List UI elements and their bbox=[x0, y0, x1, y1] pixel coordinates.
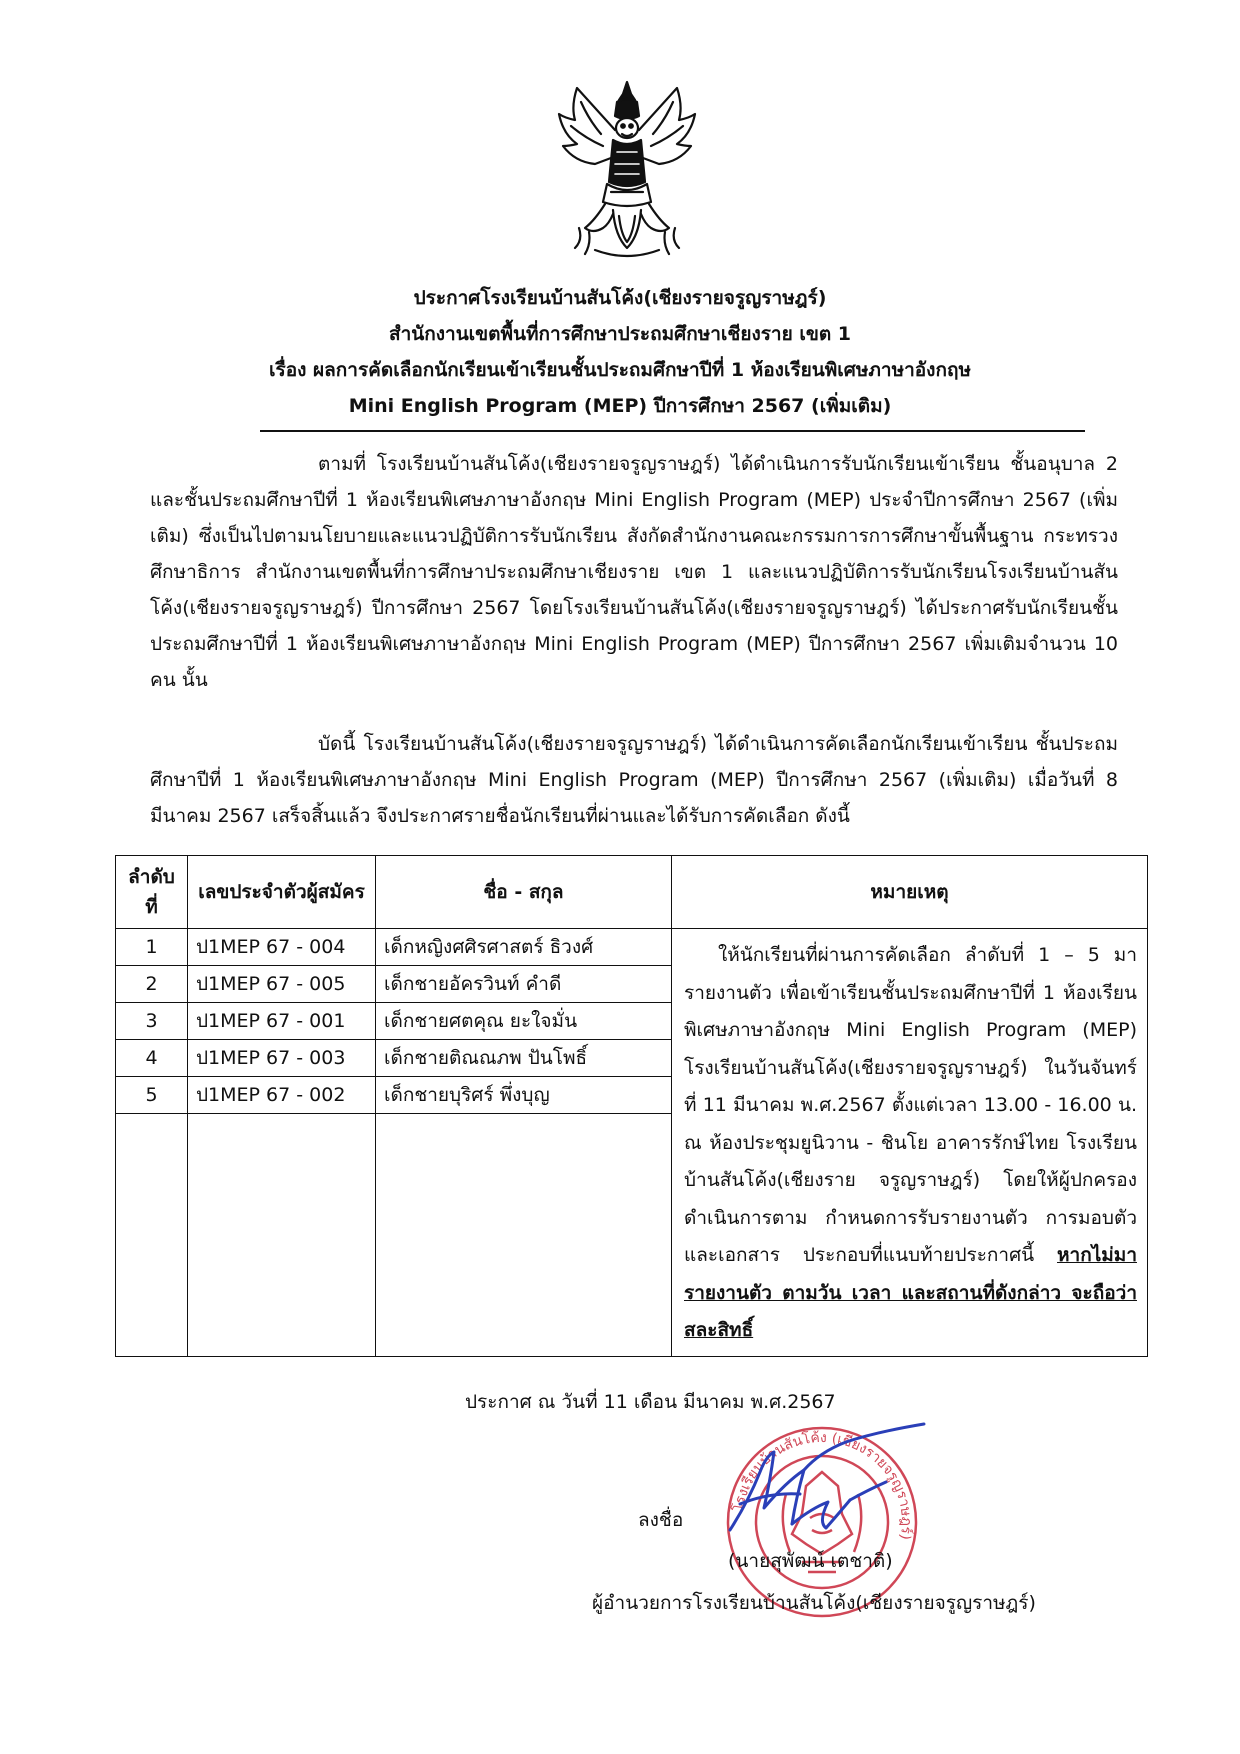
body-paragraph-1-text: ตามที่ โรงเรียนบ้านสันโค้ง(เชียงรายจรูญราษฎร์) ได้ดำเนินการรับนักเรียนเข้าเรียน ชั้นอนุบาล 2 และชั้นประถมศึกษาปีที่ 1 ห้องเรียนพิเศษภาษาอังกฤษ Mini English Program (MEP) ประจำปีการศึกษา 2567 (เพิ่มเติม) ซึ่งเป็นไปตามนโยบายและแนวปฏิบัติการรับนักเรียน สังกัดสำนักงานคณะกรรมการการศึกษาขั้นพื้นฐาน กระทรวงศึกษาธิการ สำนักงานเขตพื้นที่การศึกษาประถมศึกษาเชียงราย เขต 1 และแนวปฏิบัติการรับนักเรียนโรงเรียนบ้านสันโค้ง(เชียงรายจรูญราษฎร์) ปีการศึกษา 2567 โดยโรงเรียนบ้านสันโค้ง(เชียงรายจรูญราษฎร์) ได้ประกาศรับนักเรียนชั้นประถมศึกษาปีที่ 1 ห้องเรียนพิเศษภาษาอังกฤษ Mini English Program (MEP) ปีการศึกษา 2567 เพิ่มเติมจำนวน 10 คน นั้น bbox=[150, 453, 1118, 691]
cell-name: เด็กชายบุริศร์ พึ่งบุญ bbox=[376, 1077, 672, 1114]
cell-no: 1 bbox=[116, 929, 188, 966]
remark-text: ให้นักเรียนที่ผ่านการคัดเลือก ลำดับที่ 1 – 5 มารายงานตัว เพื่อเข้าเรียนชั้นประถมศึกษาปีที่ 1 ห้องเรียนพิเศษภาษาอังกฤษ Mini English Program (MEP) โรงเรียนบ้านสันโค้ง(เชียงรายจรูญราษฎร์) ในวันจันทร์ ที่ 11 มีนาคม พ.ศ.2567 ตั้งแต่เวลา 13.00 - 16.00 น. ณ ห้องประชุมยูนิวาน - ชินโย อาคารรักษ์ไทย โรงเรียนบ้านสันโค้ง(เชียงราย จรูญราษฎร์) โดยให้ผู้ปกครองดำเนินการตาม กำหนดการรับรายงานตัว การมอบตัว และเอกสาร ประกอบที่แนบท้ายประกาศนี้ bbox=[684, 944, 1137, 1266]
signer-name: (นายสุพัฒน์ เตชาติ) bbox=[728, 1550, 893, 1572]
heading-office: สำนักงานเขตพื้นที่การศึกษาประถมศึกษาเชียงราย เขต 1 bbox=[388, 323, 852, 345]
cell-name: เด็กหญิงศศิรศาสตร์ ธิวงศ์ bbox=[376, 929, 672, 966]
sign-label: ลงชื่อ bbox=[638, 1509, 684, 1531]
body-paragraph-2 bbox=[150, 726, 1118, 834]
garuda-emblem-icon bbox=[555, 78, 700, 263]
table-header-row bbox=[116, 856, 1148, 929]
remark-emphasis: หากไม่มารายงานตัว ตามวัน เวลา และสถานที่ดังกล่าว จะถือว่าสละสิทธิ์ bbox=[684, 1244, 1137, 1341]
heading-program: Mini English Program (MEP) ปีการศึกษา 2567 (เพิ่มเติม) bbox=[348, 395, 892, 417]
cell-no: 3 bbox=[116, 1003, 188, 1040]
cell-no: 5 bbox=[116, 1077, 188, 1114]
cell-applicant-id: ป1MEP 67 - 002 bbox=[188, 1077, 376, 1114]
cell-applicant-id: ป1MEP 67 - 001 bbox=[188, 1003, 376, 1040]
table-row bbox=[116, 929, 1148, 966]
cell-remark bbox=[672, 929, 1148, 1357]
cell-empty bbox=[188, 1114, 376, 1357]
seal-text: โรงเรียนบ้านสันโค้ง (เชียงรายจรูญราษฎร์) bbox=[730, 1429, 915, 1541]
signer-position: ผู้อำนวยการโรงเรียนบ้านสันโค้ง(เชียงรายจรูญราษฎร์) bbox=[592, 1592, 1036, 1614]
cell-name: เด็กชายติณณภพ ปันโพธิ์ bbox=[376, 1040, 672, 1077]
cell-empty bbox=[116, 1114, 188, 1357]
results-table bbox=[115, 855, 1148, 1357]
announce-date: ประกาศ ณ วันที่ 11 เดือน มีนาคม พ.ศ.2567 bbox=[465, 1391, 836, 1413]
header-applicant-id: เลขประจำตัวผู้สมัคร bbox=[188, 856, 376, 929]
cell-applicant-id: ป1MEP 67 - 005 bbox=[188, 966, 376, 1003]
header-remark: หมายเหตุ bbox=[672, 856, 1148, 929]
header-name: ชื่อ - สกุล bbox=[376, 856, 672, 929]
body-paragraph-1 bbox=[150, 446, 1118, 698]
cell-no: 2 bbox=[116, 966, 188, 1003]
heading-school: ประกาศโรงเรียนบ้านสันโค้ง(เชียงรายจรูญราษฎร์) bbox=[413, 287, 827, 309]
heading-divider bbox=[260, 430, 1085, 432]
announcement-heading bbox=[0, 280, 1240, 424]
cell-name: เด็กชายศตคุณ ยะใจมั่น bbox=[376, 1003, 672, 1040]
body-paragraph-2-text: บัดนี้ โรงเรียนบ้านสันโค้ง(เชียงรายจรูญราษฎร์) ได้ดำเนินการคัดเลือกนักเรียนเข้าเรียน ชั้นประถมศึกษาปีที่ 1 ห้องเรียนพิเศษภาษาอังกฤษ Mini English Program (MEP) ปีการศึกษา 2567 (เพิ่มเติม) เมื่อวันที่ 8 มีนาคม 2567 เสร็จสิ้นแล้ว จึงประกาศรายชื่อนักเรียนที่ผ่านและได้รับการคัดเลือก ดังนี้ bbox=[150, 733, 1118, 827]
cell-no: 4 bbox=[116, 1040, 188, 1077]
cell-empty bbox=[376, 1114, 672, 1357]
cell-applicant-id: ป1MEP 67 - 003 bbox=[188, 1040, 376, 1077]
cell-applicant-id: ป1MEP 67 - 004 bbox=[188, 929, 376, 966]
heading-subject: เรื่อง ผลการคัดเลือกนักเรียนเข้าเรียนชั้นประถมศึกษาปีที่ 1 ห้องเรียนพิเศษภาษาอังกฤษ bbox=[269, 359, 971, 381]
header-no: ลำดับที่ bbox=[116, 856, 188, 929]
cell-name: เด็กชายอัครวินท์ คำดี bbox=[376, 966, 672, 1003]
